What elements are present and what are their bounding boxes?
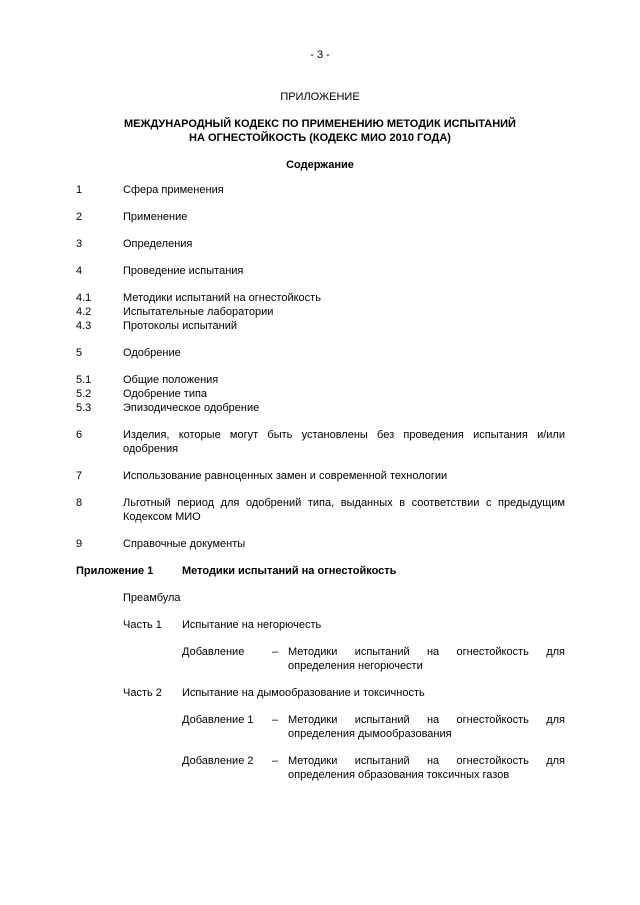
- addendum-label: Добавление 2: [182, 755, 254, 767]
- part-title: Испытание на дымообразование и токсичность: [182, 687, 425, 699]
- document-title-line-1: МЕЖДУНАРОДНЫЙ КОДЕКС ПО ПРИМЕНЕНИЮ МЕТОДИК ИСПЫТАНИЙ: [124, 118, 516, 130]
- toc-entry: Одобрение типа: [123, 388, 208, 400]
- toc-number: 5.2: [76, 388, 92, 400]
- toc-entry: Проведение испытания: [123, 265, 244, 277]
- toc-entry: Испытательные лаборатории: [123, 306, 274, 318]
- toc-entry: Эпизодическое одобрение: [123, 402, 260, 414]
- page-number: - 3 -: [310, 49, 330, 61]
- annex-label: ПРИЛОЖЕНИЕ: [280, 91, 360, 103]
- toc-number: 5: [76, 347, 83, 359]
- toc-entry: Справочные документы: [123, 538, 246, 550]
- addendum-label: Добавление: [182, 646, 245, 658]
- toc-entry: Льготный период для одобрений типа, выданных в соответствии с предыдущим Кодексом МИО: [123, 497, 565, 523]
- toc-entry: Протоколы испытаний: [123, 320, 238, 332]
- part-label: Часть 1: [123, 619, 162, 631]
- toc-number: 1: [76, 184, 83, 196]
- toc-number: 5.1: [76, 374, 92, 386]
- addendum-text: Методики испытаний на огнестойкость для определения негорючести: [288, 646, 565, 672]
- toc-number: 4.2: [76, 306, 92, 318]
- toc-number: 4.1: [76, 292, 92, 304]
- toc-number: 4: [76, 265, 83, 277]
- toc-entry: Применение: [123, 211, 188, 223]
- addendum-dash: –: [271, 714, 279, 726]
- part-title: Испытание на негорючесть: [182, 619, 322, 631]
- toc-number: 8: [76, 497, 83, 509]
- preamble: Преамбула: [123, 592, 181, 604]
- appendix-label: Приложение 1: [76, 565, 154, 577]
- addendum-text: Методики испытаний на огнестойкость для определения дымообразования: [288, 714, 565, 740]
- part-label: Часть 2: [123, 687, 162, 699]
- toc-number: 3: [76, 238, 83, 250]
- toc-entry: Общие положения: [123, 374, 219, 386]
- toc-entry: Использование равноценных замен и современной технологии: [123, 470, 448, 482]
- toc-number: 2: [76, 211, 83, 223]
- toc-entry: Изделия, которые могут быть установлены без проведения испытания и/или одобрения: [123, 429, 565, 455]
- toc-number: 4.3: [76, 320, 92, 332]
- addendum-text: Методики испытаний на огнестойкость для определения образования токсичных газов: [288, 755, 565, 781]
- appendix-title: Методики испытаний на огнестойкость: [182, 565, 397, 577]
- addendum-label: Добавление 1: [182, 714, 254, 726]
- addendum-dash: –: [271, 755, 279, 767]
- toc-entry: Одобрение: [123, 347, 181, 359]
- document-title-line-2: НА ОГНЕСТОЙКОСТЬ (КОДЕКС МИО 2010 ГОДА): [189, 132, 451, 144]
- toc-number: 5.3: [76, 402, 92, 414]
- addendum-dash: –: [271, 646, 279, 658]
- toc-entry: Определения: [123, 238, 193, 250]
- toc-number: 7: [76, 470, 83, 482]
- toc-entry: Методики испытаний на огнестойкость: [123, 292, 321, 304]
- toc-number: 6: [76, 429, 83, 441]
- toc-entry: Сфера применения: [123, 184, 224, 196]
- toc-number: 9: [76, 538, 83, 550]
- contents-heading: Содержание: [286, 159, 354, 171]
